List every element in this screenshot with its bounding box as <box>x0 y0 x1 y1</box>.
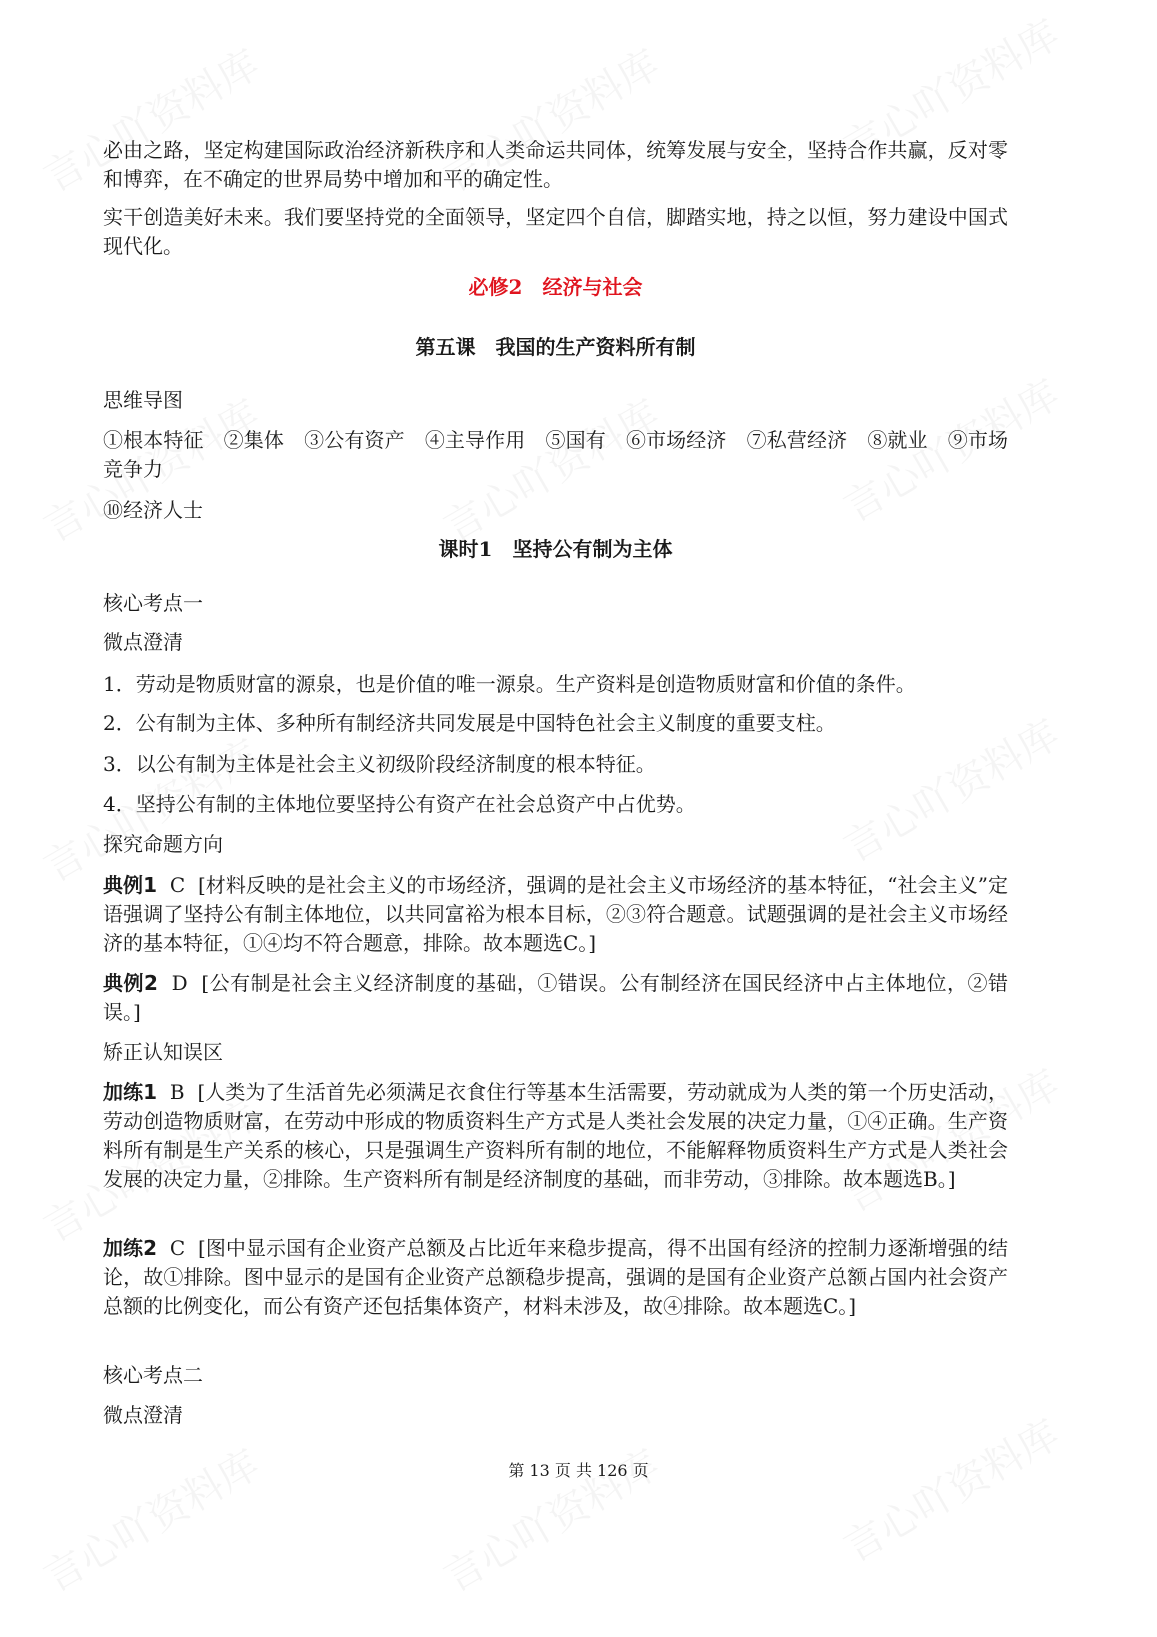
example-explanation: [材料反映的是社会主义的市场经济，强调的是社会主义市场经济的基本特征，“社会主义”定语强调了坚持公有制主体地位，以共同富裕为根本目标，②③符合题意。试题强调的是社会主义市场经济的基本特征，①④均不符合题意，排除。故本题选C。] <box>103 873 1009 955</box>
period-title: 课时1 坚持公有制为主体 <box>438 537 673 561</box>
core2-heading: 核心考点二 <box>103 1363 203 1387</box>
exercise-2 <box>103 1234 1008 1321</box>
core2-sub-heading: 微点澄清 <box>103 1403 183 1427</box>
example-2 <box>103 969 1008 1027</box>
clarify-item: 2．公有制为主体、多种所有制经济共同发展是中国特色社会主义制度的重要支柱。 <box>103 711 836 735</box>
mindmap-answers: ①根本特征 ②集体 ③公有资产 ④主导作用 ⑤国有 ⑥市场经济 ⑦私营经济 ⑧就业 ⑨市场竞争力 <box>103 428 1008 481</box>
example-1 <box>103 871 1008 958</box>
exercise-1 <box>103 1078 1008 1194</box>
mindmap-heading: 思维导图 <box>103 388 183 412</box>
core1-sub-heading: 微点澄清 <box>103 630 183 654</box>
lesson-title: 第五课 我国的生产资料所有制 <box>415 335 696 359</box>
exercise-explanation: [图中显示国有企业资产总额及占比近年来稳步提高，得不出国有经济的控制力逐渐增强的结论，故①排除。图中显示的是国有企业资产总额稳步提高，强调的是国有企业资产总额占国内社会资产总额的比例变化，而公有资产还包括集体资产，材料未涉及，故④排除。故本题选C。] <box>103 1236 1008 1318</box>
exercise-explanation: [人类为了生活首先必须满足衣食住行等基本生活需要，劳动就成为人类的第一个历史活动，劳动创造物质财富，在劳动中形成的物质资料生产方式是人类社会发展的决定力量，①④正确。生产资料所有制是生产关系的核心，只是强调生产资料所有制的地位，不能解释物质资料生产方式是人类社会发展的决定力量，②排除。生产资料所有制是经济制度的基础，而非劳动，③排除。故本题选B。] <box>103 1080 1009 1191</box>
correct-heading: 矫正认知误区 <box>103 1040 223 1064</box>
clarify-item: 4．坚持公有制的主体地位要坚持公有资产在社会总资产中占优势。 <box>103 792 696 816</box>
clarify-item: 1．劳动是物质财富的源泉，也是价值的唯一源泉。生产资料是创造物质财富和价值的条件。 <box>103 672 916 696</box>
page-number: 第 13 页 共 126 页 <box>508 1461 649 1480</box>
exercise-answer: B <box>169 1080 185 1104</box>
clarify-item: 3．以公有制为主体是社会主义初级阶段经济制度的根本特征。 <box>103 752 656 776</box>
core1-heading: 核心考点一 <box>103 591 203 615</box>
example-answer: D <box>171 971 188 995</box>
explore-heading: 探究命题方向 <box>103 832 223 856</box>
example-answer: C <box>169 873 186 897</box>
example-label: 典例2 <box>103 971 158 995</box>
module-title: 必修2 经济与社会 <box>468 275 643 299</box>
example-label: 典例1 <box>103 873 158 897</box>
exercise-label: 加练1 <box>103 1080 158 1104</box>
example-explanation: [公有制是社会主义经济制度的基础，①错误。公有制经济在国民经济中占主体地位，②错误。] <box>103 971 1008 1024</box>
intro-paragraph-2: 实干创造美好未来。我们要坚持党的全面领导，坚定四个自信，脚踏实地，持之以恒，努力建设中国式现代化。 <box>103 205 1008 258</box>
mindmap-answers-cont: ⑩经济人士 <box>103 498 203 522</box>
exercise-label: 加练2 <box>103 1236 158 1260</box>
exercise-answer: C <box>169 1236 186 1260</box>
intro-paragraph-1: 必由之路，坚定构建国际政治经济新秩序和人类命运共同体，统筹发展与安全，坚持合作共赢，反对零和博弈，在不确定的世界局势中增加和平的确定性。 <box>103 138 1008 191</box>
